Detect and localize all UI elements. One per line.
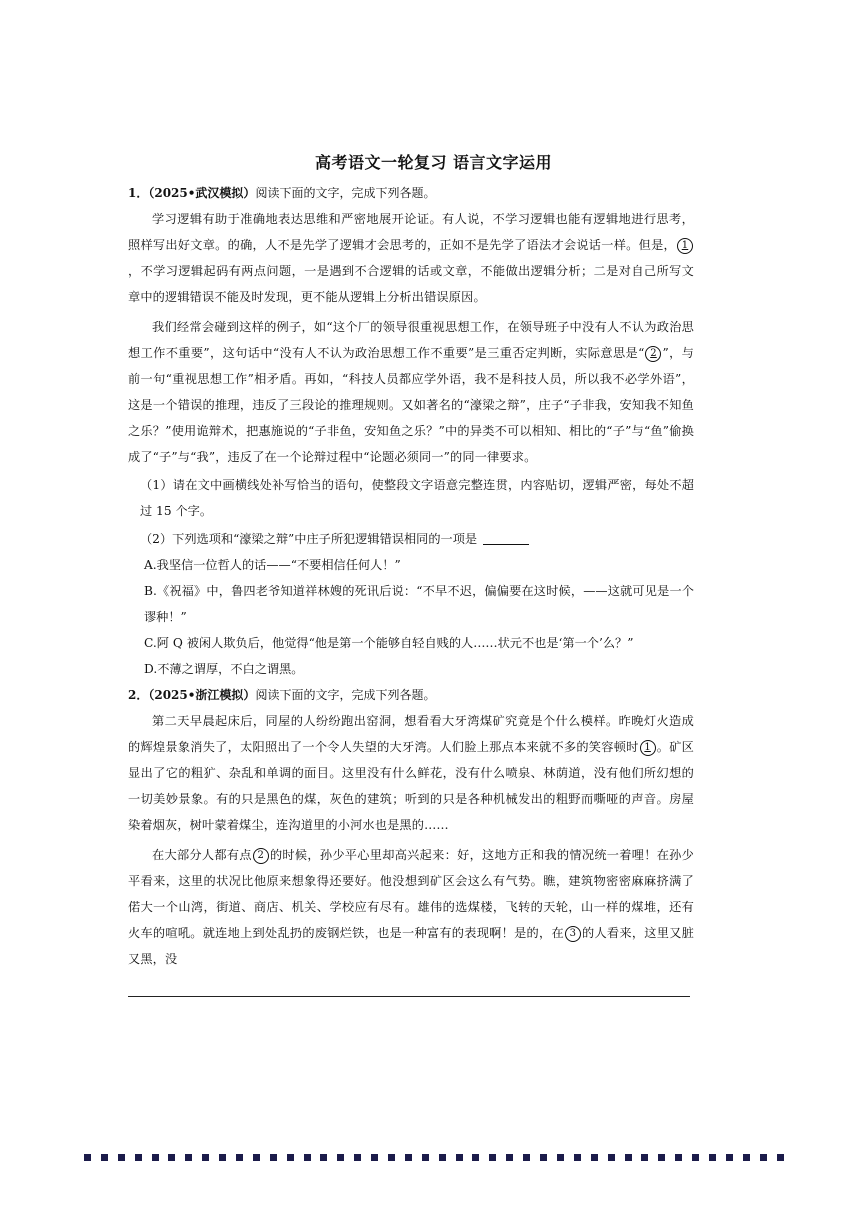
border-square xyxy=(135,1154,142,1161)
border-square xyxy=(456,1154,463,1161)
border-square xyxy=(422,1154,429,1161)
border-square xyxy=(168,1154,175,1161)
q2-paragraph-2: 在大部分人都有点 2 的时候，孙少平心里却高兴起来：好，这地方正和我的情况统一着哩！在孙少平看来，这里的状况比他原来想象得还要好。他没想到矿区会这么有气势。瞧，建筑物密密麻麻挤满了偌大一个山湾，街道、商店、机关、学校应有尽有。雄伟的选煤楼，飞转的天轮，山一样的煤堆，还有火车的喧吼。就连地上到处乱扔的废钢烂铁，也是一种富有的表现啊！是的，在 3 的人看来，这里又脏又黑，没 xyxy=(128,848,694,966)
blank-marker-1: 1 xyxy=(677,238,693,254)
border-square xyxy=(253,1154,260,1161)
option-b: B.《祝福》中，鲁四老爷知道祥林嫂的死讯后说：“不早不迟，偏偏要在这时候，——这就可见是一个谬种！” xyxy=(144,584,694,624)
border-square xyxy=(692,1154,699,1161)
blank-marker-1: 1 xyxy=(640,740,656,756)
border-square xyxy=(658,1154,665,1161)
border-square xyxy=(405,1154,412,1161)
border-square xyxy=(118,1154,125,1161)
option-a: A.我坚信一位哲人的话——“不要相信任何人！” xyxy=(144,558,401,572)
question-source: （2025•浙江模拟） xyxy=(148,688,256,702)
q1-subquestion-2: （2）下列选项和“濠梁之辩”中庄子所犯逻辑错误相同的一项是 xyxy=(140,526,694,552)
border-square xyxy=(760,1154,767,1161)
border-square xyxy=(270,1154,277,1161)
border-square xyxy=(591,1154,598,1161)
border-square xyxy=(84,1154,91,1161)
border-square xyxy=(219,1154,226,1161)
border-square xyxy=(202,1154,209,1161)
border-square xyxy=(523,1154,530,1161)
border-square xyxy=(574,1154,581,1161)
blank-marker-2: 2 xyxy=(645,346,661,362)
border-square xyxy=(608,1154,615,1161)
border-square xyxy=(625,1154,632,1161)
document-body xyxy=(128,184,694,972)
blank-marker-2: 2 xyxy=(253,848,269,864)
answer-blank[interactable] xyxy=(483,532,529,545)
border-square xyxy=(641,1154,648,1161)
border-square xyxy=(185,1154,192,1161)
question-number: 2． xyxy=(128,688,149,702)
border-square xyxy=(489,1154,496,1161)
border-square xyxy=(743,1154,750,1161)
border-square xyxy=(304,1154,311,1161)
q1-subquestion-1: （1）请在文中画横线处补写恰当的语句，使整段文字语意完整连贯，内容贴切，逻辑严密，每处不超过 15 个字。 xyxy=(140,478,694,518)
border-square xyxy=(540,1154,547,1161)
question-2-header xyxy=(128,686,694,704)
border-square xyxy=(354,1154,361,1161)
option-c: C.阿 Q 被闲人欺负后，他觉得“他是第一个能够自轻自贱的人……状元不也是‘第一个’么？” xyxy=(144,636,634,650)
q1-paragraph-2: 我们经常会碰到这样的例子，如“这个厂的领导很重视思想工作，在领导班子中没有人不认为政治思想工作不重要”，这句话中“没有人不认为政治思想工作不重要”是三重否定判断，实际意思是“ 2 ”，与前一句“重视思想工作”相矛盾。再如，“科技人员都应学外语，我不是科技人员，所以我不必学外语”，这是一个错误的推理，违反了三段论的推理规则。又如著名的“濠梁之辩”，庄子“子非我，安知我不知鱼之乐？”使用诡辩术，把惠施说的“子非鱼，安知鱼之乐？”中的异类不可以相知、相比的“子”与“鱼”偷换成了“子”与“我”，违反了在一个论辩过程中“论题必须同一”的同一律要求。 xyxy=(128,320,694,464)
border-square xyxy=(557,1154,564,1161)
question-1-header xyxy=(128,184,694,202)
border-square xyxy=(726,1154,733,1161)
option-d: D.不薄之谓厚，不白之谓黑。 xyxy=(144,662,304,676)
border-square xyxy=(371,1154,378,1161)
border-square xyxy=(439,1154,446,1161)
border-square xyxy=(236,1154,243,1161)
page-footer-rule xyxy=(128,996,690,997)
border-square xyxy=(101,1154,108,1161)
blank-marker-3: 3 xyxy=(565,926,581,942)
border-square xyxy=(152,1154,159,1161)
border-square xyxy=(472,1154,479,1161)
question-instruction: 阅读下面的文字，完成下列各题。 xyxy=(255,688,436,702)
page-bottom-dotted-border xyxy=(84,1154,784,1164)
q2-paragraph-1: 第二天早晨起床后，同屋的人纷纷跑出窑洞，想看看大牙湾煤矿究竟是个什么模样。昨晚灯火造成的辉煌景象消失了，太阳照出了一个令人失望的大牙湾。人们脸上那点本来就不多的笑容顿时 1 。矿区显出了它的粗犷、杂乱和单调的面目。这里没有什么鲜花，没有什么喷泉、林荫道，没有他们所幻想的一切美妙景象。有的只是黑色的煤，灰色的建筑；听到的只是各种机械发出的粗野而嘶哑的声音。房屋染着烟灰，树叶蒙着煤尘，连沟道里的小河水也是黑的…… xyxy=(128,714,695,832)
question-instruction: 阅读下面的文字，完成下列各题。 xyxy=(255,186,436,200)
border-square xyxy=(287,1154,294,1161)
border-square xyxy=(337,1154,344,1161)
q1-paragraph-1: 学习逻辑有助于准确地表达思维和严密地展开论证。有人说，不学习逻辑也能有逻辑地进行思考，照样写出好文章。的确，人不是先学了逻辑才会思考的，正如不是先学了语法才会说话一样。但是， 1，不学习逻辑起码有两点问题，一是遇到不合逻辑的话或文章，不能做出逻辑分析；二是对自己所写文章中的逻辑错误不能及时发现，更不能从逻辑上分析出错误原因。 xyxy=(128,212,694,304)
border-square xyxy=(320,1154,327,1161)
border-square xyxy=(777,1154,784,1161)
question-number: 1． xyxy=(128,186,149,200)
border-square xyxy=(709,1154,716,1161)
border-square xyxy=(388,1154,395,1161)
page-title: 高考语文一轮复习 语言文字运用 xyxy=(314,153,553,172)
border-square xyxy=(506,1154,513,1161)
border-square xyxy=(675,1154,682,1161)
question-source: （2025•武汉模拟） xyxy=(148,186,256,200)
